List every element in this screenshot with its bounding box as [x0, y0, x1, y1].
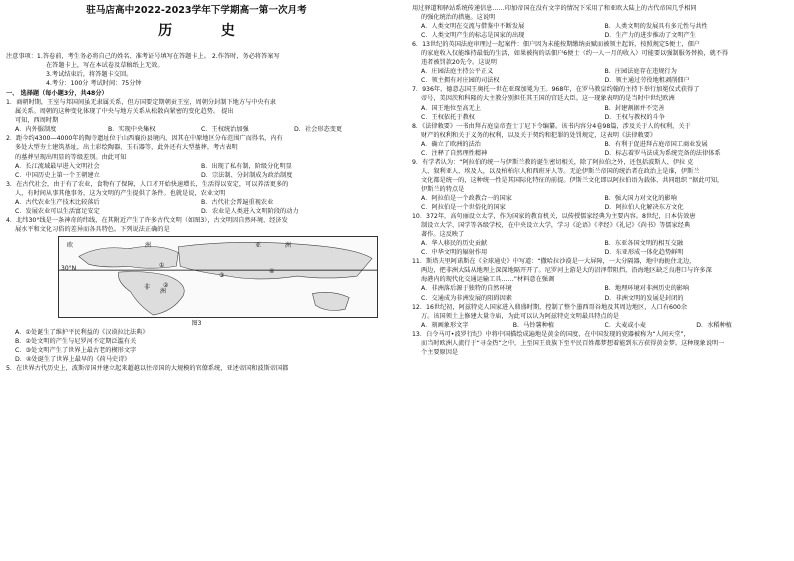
answer-option: C．领主拥有对庄园的司法权 [421, 77, 500, 85]
question-text: 属关系。周朝的这种变化体现了中央与地方关系从松散向紧密的变化趋势。 提出 [15, 108, 234, 116]
answer-option: A．古代农业生产技术比较落后 [15, 198, 100, 206]
question-text: 个主要原因是 [421, 348, 459, 356]
question-text: 海港内的现代化交通运输工具……”材料意在强调 [421, 276, 555, 284]
option-row [412, 31, 788, 40]
question-text: 12．16世纪初，阿兹特克人国家进入鼎盛时期，控制了整个墨西哥谷地及其周边地区，人口有600余 [412, 303, 688, 311]
question-text: 的强化统治的措施。这说明 [421, 14, 496, 22]
right-column [412, 0, 788, 357]
answer-option: D．标志着罗马法成为系统完备的法律体系 [604, 149, 721, 157]
answer-option: D．④处诞生了世界上最早的《荷马史诗》 [15, 356, 131, 364]
answer-option: B．古代社会普遍重视农业 [201, 198, 274, 206]
right-questions [412, 4, 788, 357]
question-text: 两边，把非洲大陆从地理上深深地隔开开了。尼罗河上游是大的沼泽带阻挡，沿海地区缺乏良港口与许多深 [421, 267, 712, 275]
answer-option: B．②处文明的产生与尼罗河不定期泛滥有关 [15, 338, 137, 346]
answer-option: C．王权依托于教权 [421, 113, 475, 121]
option-row [6, 355, 387, 364]
answer-option: B．地理环境对非洲历史的影响 [604, 285, 690, 293]
answer-option: D．宗法制、分封制成为政治制度 [201, 171, 293, 179]
option-row [412, 76, 788, 85]
option-row [412, 248, 788, 257]
question-text: 著作。这反映了 [421, 231, 465, 239]
answer-option: D．社会形态变更 [294, 126, 343, 134]
question-text: 1．商朝时期，王室与邦国间虽无隶属关系，但方国要定期朝贡王室，周朝分封制下地方与中央有隶 [6, 99, 276, 107]
question-text: 13．白令马可•波罗行纪》中将中国描绘成遍地是黄金的国度，在中国发现的瓷器被称为“人间天堂”， [412, 330, 690, 338]
question-text: 的墓葬呈现出明显的等级差别。由此可知 [15, 153, 127, 161]
question-text: 而当时欧洲人流行于“寻金热”之中，上至国王贵族下至平民百姓都梦想着能到东方获得黄金梦。这种现象说明一 [421, 339, 725, 347]
left-questions [6, 98, 387, 373]
answer-option: B．马铃薯种植 [512, 321, 555, 329]
answer-option: C．③处文明产生了世界上最古老的楔形文字 [15, 347, 137, 355]
answer-option: A．人类文明在交流与借鉴中不断发展 [421, 23, 525, 31]
map-label: ③ [219, 271, 225, 279]
answer-option: C．注释了自然理性精神 [421, 149, 488, 157]
option-row [412, 194, 788, 203]
option-row [6, 171, 387, 180]
question-text: 2．距今约4300—4000年的陶寺遗址位于山西襄汾县境内，因其在中原地区分布范围广而得名，内有 [6, 135, 283, 143]
option-row [412, 113, 788, 122]
exam-title: 驻马店高中2022-2023学年下学期高一第一次月考 [86, 5, 307, 16]
option-row [6, 207, 387, 216]
option-row [412, 104, 788, 113]
option-row [412, 149, 788, 158]
option-row [6, 337, 387, 346]
option-row [6, 346, 387, 355]
option-row [6, 328, 387, 337]
option-row [412, 22, 788, 31]
option-row [412, 140, 788, 149]
map-label: 洲 [160, 287, 167, 295]
answer-option: B．强大国力对文化的影响 [604, 194, 677, 202]
answer-option: C．大麦或小麦 [604, 321, 646, 329]
answer-option: B．人类文明的发展具有多元性与共性 [604, 23, 708, 31]
answer-option: A．庄园法庭主持公平正义 [421, 68, 494, 76]
answer-option: B．实现中央集权 [108, 126, 156, 134]
question-text: 的家庭收入仅能维持最低的生活，如果被拘的话佃户6便士（约一人一月的收入）可能要以强制服务替换，就不得 [421, 50, 729, 58]
answer-option: A．长江流域最早进入文明社会 [15, 162, 100, 170]
option-row [412, 239, 788, 248]
question-text: 制设立大学、国学等各级学校，在中央设立大学，学习《论语》《孝经》《礼记》《尚书》等儒家经典 [421, 222, 691, 230]
answer-option: A．国王地位至高无上 [421, 104, 481, 112]
answer-option: C．阿拉伯是一个世俗化的国家 [421, 204, 506, 212]
option-row [412, 203, 788, 212]
question-text: 7．936年，德意志国王奥托一世在亚琛加冕为王。968年，在罗马教皇约翰的主持下举行加冕仪式获得了 [412, 86, 700, 94]
question-text: 财产的权利和关于义务的权利，以及关于契约和犯罪的处罚规定，这表明《法律敕要》 [421, 131, 657, 139]
option-row [6, 198, 387, 207]
answer-option: B．东亚各国文明的相互交融 [604, 240, 683, 248]
section-heading: 一、 选择题（每小题3分，共48分） [6, 90, 108, 98]
question-text: 10．372年，高句丽设立太学，作为国家的教育机关，以传授儒家经典为主要内容。8世纪，日本仿效唐 [412, 213, 696, 221]
answer-option: B．有利于促进拜占庭帝国工商业发展 [604, 140, 708, 148]
answer-option: C．发展农业可以生活富足安定 [15, 207, 100, 215]
answer-option: D．东亚形成一体化趋势鲜明 [604, 249, 684, 257]
question-text: 用过驿道和驿站系统传递信息……印加帝国在没有文字的情况下采用了和亚欧大陆上的古代帝国几乎相同 [412, 5, 697, 12]
answer-option: C．中华文明的辐射作用 [421, 249, 488, 257]
notice-line: 在答题卡上，写在本试卷及草稿纸上无效。 [46, 62, 164, 70]
notice-block [6, 52, 387, 373]
answer-option: D．阿拉伯人化解决东方文化 [604, 204, 684, 212]
question-text: 展水平和文化习俗的差异而各具特色。下列说法正确的是 [15, 225, 170, 233]
question-text: 可知，西周时期 [15, 117, 59, 125]
answer-option: A．确立了欧洲的法治 [421, 140, 481, 148]
map-label: 洲 [285, 241, 292, 249]
answer-option: C．交通成为非洲发展的阻碍因素 [421, 294, 512, 302]
question-text: 文化都是统一的，这种统一性是其国际化特征的前提。伊斯兰文化即以阿拉伯语为载体、共同组织 ”据此可知， [421, 176, 724, 184]
question-text: 人、叙利亚人、埃及人，以及柏柏尔人和西班牙人等。无论伊斯兰帝国的统治者在政治上是谁，伊斯兰 [421, 167, 700, 175]
option-row [412, 321, 788, 330]
question-text: 3．在古代社会，由于有了农业，食物有了保障，人口才开始快速增长，生活得以安定，可以养活更多的 [6, 180, 289, 188]
notice-line: 注意事项：1.答卷前，考生务必将自己的姓名、准考证号填写在答题卡上。 2.作答时，务必将答案写 [6, 53, 280, 60]
answer-option: C．人类文明产生的标志是国家的出现 [421, 32, 525, 40]
question-text: 违者被罚款20先令。这说明 [421, 59, 497, 67]
question-text: 人，有时间从事其他事务，这为文明的产生提供了条件。也就是说，农业文明 [15, 189, 226, 197]
answer-option: D．农业是人类进入文明阶段的动力 [201, 207, 299, 215]
answer-option: A．内外服制度 [15, 126, 57, 134]
question-text: 11．斯塔夫里阿诺斯在《全球通史》中写道：“撒哈拉沙漠是一大屏障，一大分隔器，地中海扼住北边， [412, 258, 696, 266]
answer-option: D．水稻种植 [696, 321, 732, 329]
map-label: 非 [144, 283, 151, 291]
option-row [412, 294, 788, 303]
map-label: 30°N [61, 264, 77, 272]
answer-option: B．庄园法庭存在违规行为 [604, 68, 677, 76]
question-text: 5．在世界古代历史上，波斯帝国并建立起来超越以往帝国的大规模的官僚系统，亚述帝国和波斯帝国都 [6, 365, 289, 373]
option-row [6, 162, 387, 171]
exam-subject: 历 史 [158, 23, 257, 39]
map-label: 欧 [67, 241, 74, 249]
map-label: ① [159, 261, 165, 269]
question-text: 6．13世纪的英国法庭审理过一起案件：佃户因为未能按期缴纳贡赋而被领主起诉，按照规定5便士，佃户 [412, 41, 700, 49]
answer-option: A．阿拉伯是一个政教合一的国家 [421, 194, 512, 202]
option-row [412, 284, 788, 293]
map-label: ④ [269, 267, 275, 275]
answer-option: D．生产力的进步推动了文明产生 [604, 32, 696, 40]
map-graphic [59, 237, 377, 317]
question-text: 万。该国领土上修建大量寺庙，为此可以认为阿兹特克文明最具特点的是 [421, 312, 619, 320]
answer-option: B．出现了私有制，阶级分化明显 [201, 162, 292, 170]
map-label: 亚 [255, 241, 262, 249]
notice-line: 3.考试结束后，将答题卡交回。 [46, 71, 133, 79]
question-text: 4．北纬30°线是一条神奇的纬线，在其附近产生了许多古代文明（如图3），古文明因自然环境、经济发 [6, 216, 288, 224]
answer-option: A．刻画象形文字 [421, 321, 469, 329]
answer-option: C．王权统治加强 [201, 126, 249, 134]
question-text: 帝号，美因茨和科隆的大主教分别担任其王国的宫廷大臣。这一现象表明的是当时中世纪欧洲 [421, 95, 675, 103]
notice-line: 4.考分：100分 考试时间：75分钟 [46, 80, 142, 88]
answer-option: D．王权与教权的斗争 [604, 113, 665, 121]
map-label: ② [163, 281, 169, 289]
answer-option: A．①处诞生了维护平民利益的《汉谟拉比法典》 [15, 328, 149, 336]
answer-option: D．非洲文明的发展是封闭的 [604, 294, 684, 302]
option-row [412, 67, 788, 76]
question-text: 伊斯兰的特点是 [421, 185, 465, 193]
answer-option: C．中国历史上第一个王朝建立 [15, 171, 100, 179]
question-text: 9．有学者认为：“阿拉伯的统一与伊斯兰教的诞生密切相关，除了阿拉伯之外，还包括波斯人、伊拉 克 [412, 158, 694, 166]
figure-caption: 图3 [191, 319, 202, 327]
option-row [6, 125, 387, 134]
world-map-figure [58, 236, 378, 318]
answer-option: D．领主通过劳役地租剥削佃户 [604, 77, 690, 85]
map-label: 洲 [145, 241, 152, 249]
answer-option: A．非洲落后源于独特的自然环境 [421, 285, 512, 293]
question-text: 8．《法律敕要》一书由拜占庭皇帝查士丁尼下令编纂。该书内容分4卷98篇，涉及关于人的权利，关于 [412, 122, 691, 130]
question-text: 多处大型夯土建筑基址，出土彩绘陶器、玉石器等，此外还有大型墓葬。考古表明 [15, 144, 238, 152]
answer-option: A．华人移民的历史贡献 [421, 240, 488, 248]
answer-option: B．封建割据并不完善 [604, 104, 665, 112]
